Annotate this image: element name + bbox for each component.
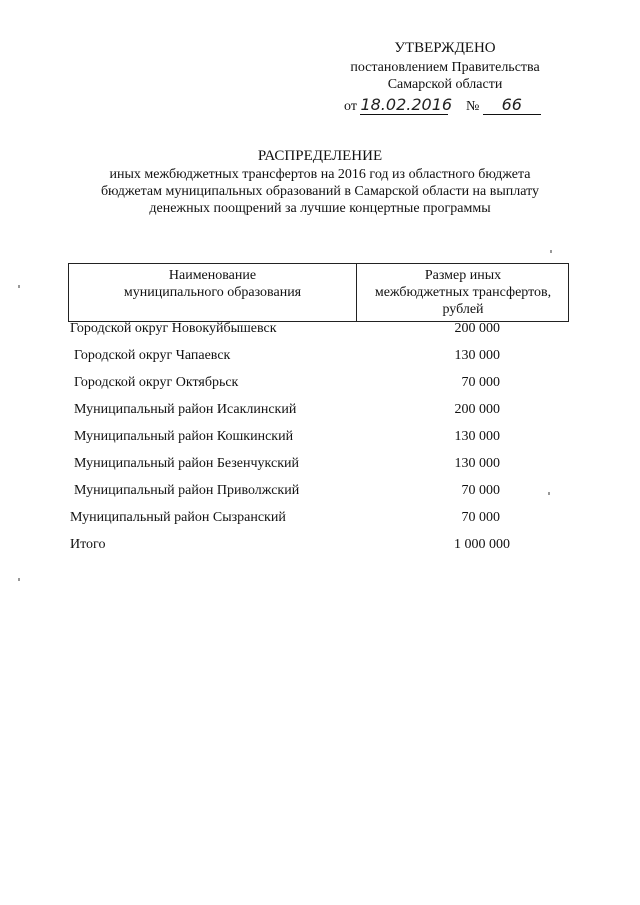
row-amount: 70 000 xyxy=(461,510,500,525)
approval-date-line xyxy=(344,96,541,115)
table-row xyxy=(70,375,540,393)
approval-line-1: постановлением Правительства xyxy=(350,60,540,75)
row-name: Муниципальный район Исаклинский xyxy=(74,402,297,417)
scan-mark xyxy=(18,285,20,288)
date-value: 18.02.2016 xyxy=(360,95,453,114)
scan-mark xyxy=(548,492,550,495)
scan-mark xyxy=(18,578,20,581)
header-text: рублей xyxy=(442,302,484,317)
total-amount: 1 000 000 xyxy=(454,537,510,552)
header-text: Наименование xyxy=(168,268,257,283)
row-amount: 70 000 xyxy=(461,483,500,498)
header-text: Размер иных xyxy=(424,268,502,283)
header-text: муниципального образования xyxy=(123,285,302,300)
row-name: Городской округ Новокуйбышевск xyxy=(70,321,277,336)
table-row xyxy=(70,510,540,528)
table-row xyxy=(70,456,540,474)
table-row xyxy=(70,321,540,339)
document-title: РАСПРЕДЕЛЕНИЕ xyxy=(257,148,383,164)
number-prefix: № xyxy=(465,99,480,114)
total-label: Итого xyxy=(70,537,106,552)
row-amount: 130 000 xyxy=(454,456,500,471)
header-amount-column xyxy=(357,267,569,318)
header-name-column xyxy=(69,267,356,301)
total-row xyxy=(70,537,540,555)
row-name: Городской округ Октябрьск xyxy=(74,375,239,390)
subtitle-line: бюджетам муниципальных образований в Самарской области на выплату xyxy=(100,184,540,199)
table-row xyxy=(70,429,540,447)
document-subtitle xyxy=(60,166,580,217)
row-name: Муниципальный район Приволжский xyxy=(74,483,300,498)
date-prefix: от xyxy=(344,99,357,114)
approval-line-2: Самарской области xyxy=(387,77,503,92)
row-amount: 70 000 xyxy=(461,375,500,390)
subtitle-line: иных межбюджетных трансфертов на 2016 год из областного бюджета xyxy=(109,167,531,182)
scan-mark xyxy=(550,250,552,253)
approval-title: УТВЕРЖДЕНО xyxy=(394,40,496,56)
table-header xyxy=(68,263,569,322)
subtitle-line: денежных поощрений за лучшие концертные программы xyxy=(149,201,491,216)
row-name: Городской округ Чапаевск xyxy=(74,348,231,363)
row-name: Муниципальный район Безенчукский xyxy=(74,456,300,471)
row-name: Муниципальный район Кошкинский xyxy=(74,429,294,444)
table-row xyxy=(70,483,540,501)
header-text: межбюджетных трансфертов, xyxy=(374,285,552,300)
row-amount: 130 000 xyxy=(454,429,500,444)
row-name: Муниципальный район Сызранский xyxy=(70,510,286,525)
row-amount: 200 000 xyxy=(454,402,500,417)
number-value: 66 xyxy=(483,96,541,115)
table-row xyxy=(70,348,540,366)
row-amount: 130 000 xyxy=(454,348,500,363)
row-amount: 200 000 xyxy=(454,321,500,336)
table-row xyxy=(70,402,540,420)
